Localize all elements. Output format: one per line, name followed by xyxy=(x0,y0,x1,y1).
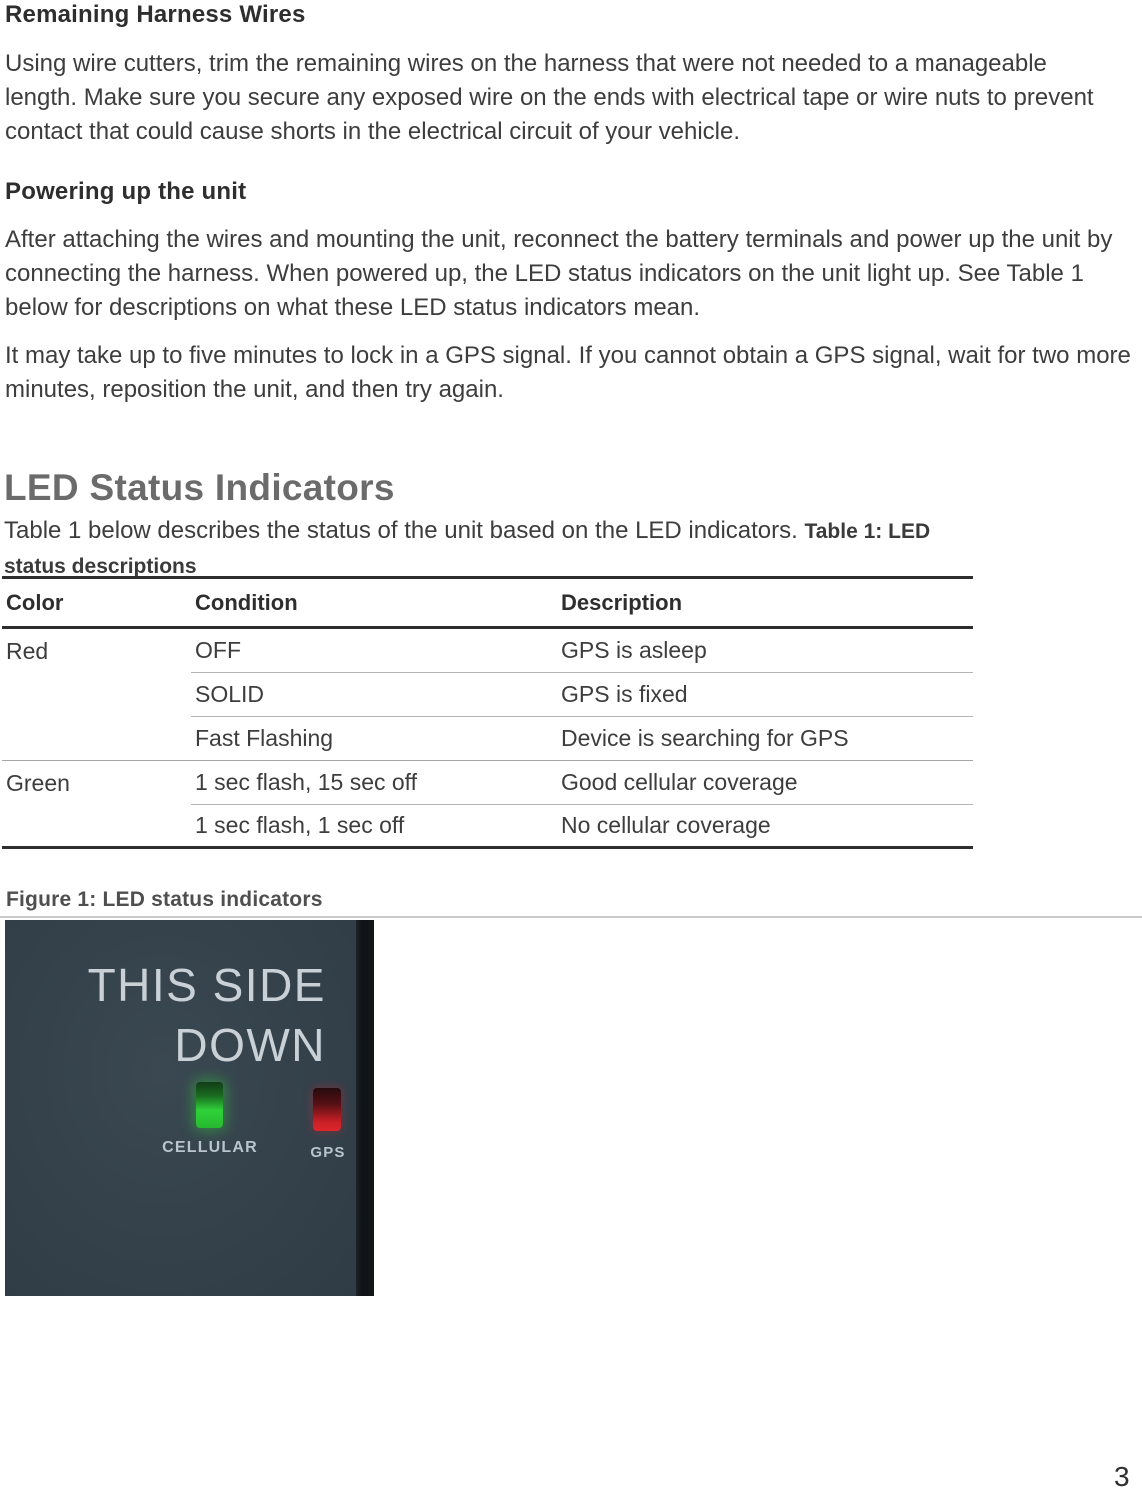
device-text-down: DOWN xyxy=(174,1019,326,1071)
cell-description: GPS is asleep xyxy=(557,629,973,673)
table-row xyxy=(2,629,973,673)
gps-led-label: GPS xyxy=(310,1144,346,1161)
cell-condition: 1 sec flash, 1 sec off xyxy=(195,812,405,838)
table-row xyxy=(2,717,973,761)
cell-color-empty xyxy=(2,805,191,846)
cellular-led-green-icon xyxy=(196,1082,223,1128)
paragraph-powering-up-1: After attaching the wires and mounting the unit, reconnect the battery terminals and power up the unit by connecting the harness. When powered up, the LED status indicators on the unit light up. See Table 1 below for descriptions on what these LED status indicators mean. xyxy=(5,226,1113,321)
device-shadow-edge xyxy=(356,920,374,1296)
paragraph-remaining-harness: Using wire cutters, trim the remaining wires on the harness that were not needed to a manageable length. Make sure you secure any exposed wire on the ends with electrical tape or wire nuts to prevent contact that could cause shorts in the electrical circuit of your vehicle. xyxy=(5,50,1094,145)
cell-color-red: Red xyxy=(6,637,49,664)
figure-device-photo xyxy=(0,920,376,1296)
device-body xyxy=(5,920,356,1296)
cell-color-green: Green xyxy=(6,769,70,796)
cell-condition: OFF xyxy=(191,629,557,673)
cell-description: No cellular coverage xyxy=(561,812,771,838)
table-caption: Table 1: LED status descriptions xyxy=(4,520,931,578)
page-number: 3 xyxy=(1114,1461,1130,1492)
section-heading-powering-up: Powering up the unit xyxy=(5,178,247,205)
section-heading-remaining-harness-wires: Remaining Harness Wires xyxy=(5,1,306,28)
table-row xyxy=(2,761,973,805)
device-text-this-side: THIS SIDE xyxy=(87,959,326,1011)
cell-condition: 1 sec flash, 15 sec off xyxy=(191,761,557,805)
cell-description: Device is searching for GPS xyxy=(557,717,973,761)
table-intro-text: Table 1 below describes the status of the unit based on the LED indicators. xyxy=(4,517,805,544)
cell-description: GPS is fixed xyxy=(557,673,973,717)
column-header-description: Description xyxy=(561,589,683,615)
cell-color-empty xyxy=(2,673,191,717)
section-heading-led-status-indicators: LED Status Indicators xyxy=(4,467,395,508)
led-status-table xyxy=(2,576,973,849)
table-row xyxy=(2,673,973,717)
cell-description: Good cellular coverage xyxy=(557,761,973,805)
table-header-row xyxy=(2,579,973,629)
paragraph-table-intro xyxy=(4,514,989,584)
cell-condition: SOLID xyxy=(191,673,557,717)
gps-led-red-icon xyxy=(313,1088,341,1131)
column-header-condition: Condition xyxy=(195,589,298,615)
cell-color-empty xyxy=(2,717,191,761)
column-header-color: Color xyxy=(6,589,64,615)
figure-divider-rule xyxy=(0,916,1142,918)
table-row xyxy=(2,805,973,849)
figure-caption: Figure 1: LED status indicators xyxy=(6,888,323,911)
paragraph-powering-up-2: It may take up to five minutes to lock in a GPS signal. If you cannot obtain a GPS signal, wait for two more minutes, reposition the unit, and then try again. xyxy=(5,342,1131,403)
cell-condition: Fast Flashing xyxy=(191,717,557,761)
cellular-led-label: CELLULAR xyxy=(162,1139,258,1156)
